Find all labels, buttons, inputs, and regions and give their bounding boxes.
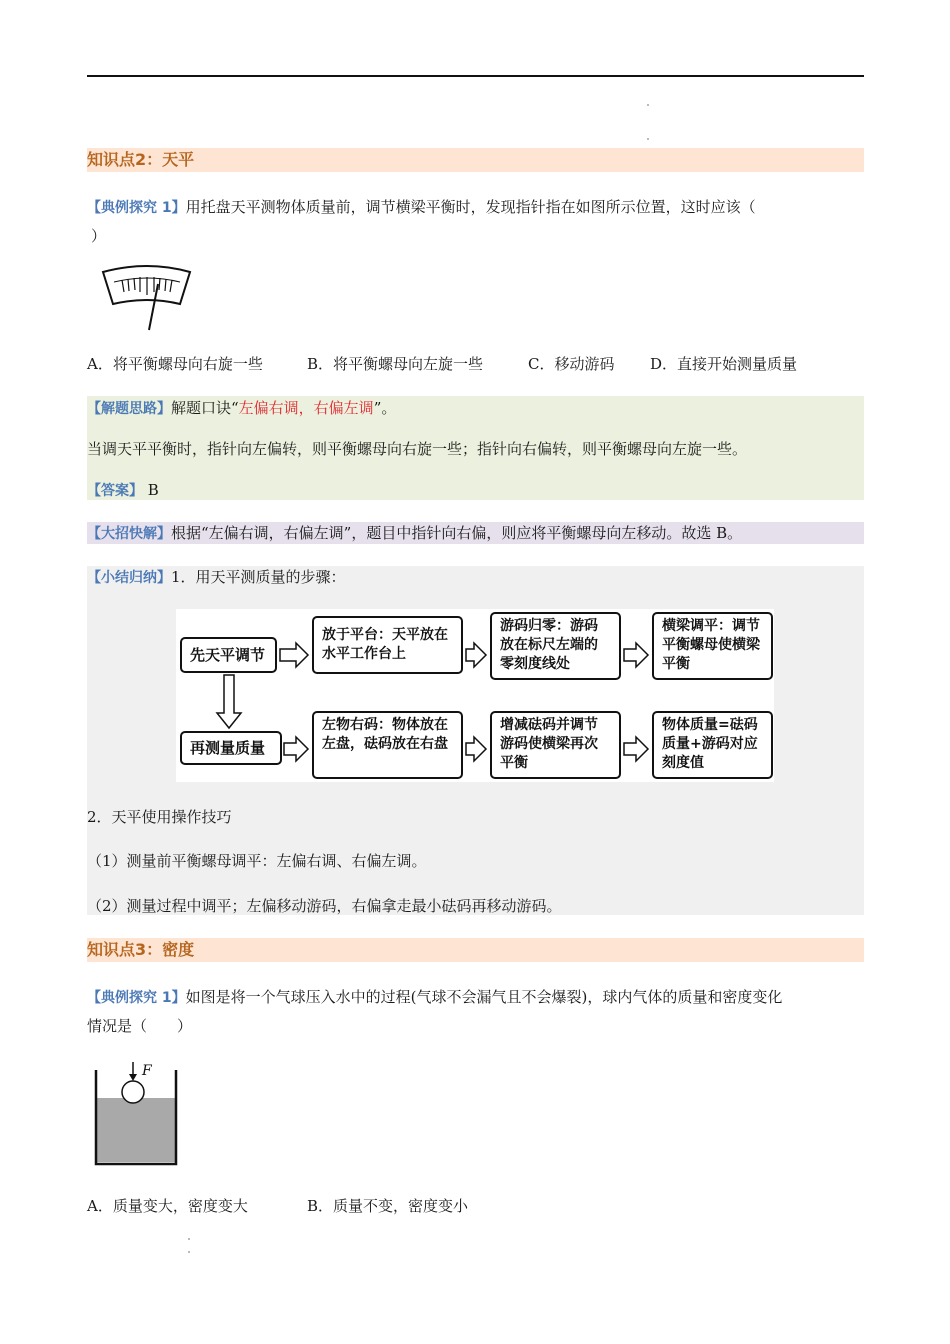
option-b-density[interactable]: B．质量不变，密度变小: [307, 1197, 469, 1215]
arrow-right-icon: [624, 643, 648, 667]
example-text: 用托盘天平测物体质量前，调节横梁平衡时，发现指针指在如图所示位置，这时应该（: [185, 198, 756, 216]
arrow-right-icon: [466, 643, 486, 667]
flow-step-measure: 再测量质量: [180, 731, 282, 765]
option-a-density[interactable]: A．质量变大，密度变大: [87, 1197, 248, 1215]
dot-mark: [188, 1251, 190, 1253]
dot-mark: [647, 138, 649, 140]
dot-mark: [647, 104, 649, 106]
flow-step-left-right: 左物右码：物体放在左盘，砝码放在右盘: [312, 711, 463, 779]
quick-tag: 【大招快解】: [87, 526, 171, 542]
force-label: F: [142, 1063, 152, 1079]
example-question-density-cont: 情况是（ ）: [87, 1017, 193, 1035]
example-tag: 【典例探究 1】: [87, 200, 186, 216]
analysis-tag: 【解题思路】: [87, 401, 171, 417]
summary-tag: 【小结归纳】: [87, 570, 171, 586]
analysis-line: [87, 397, 877, 420]
flow-step-platform: 放于平台：天平放在水平工作台上: [312, 616, 463, 674]
section-header-balance: 知识点2：天平: [87, 148, 864, 172]
arrow-down-icon: [217, 675, 241, 728]
quick-text: 根据“左偏右调，右偏左调”，题目中指针向右偏，则应将平衡螺母向左移动。故选 B。: [171, 524, 743, 542]
flow-step-mass-total: 物体质量=砝码质量+游码对应刻度值: [652, 711, 773, 779]
mnemonic-text: 左偏右调，右偏左调: [238, 399, 374, 417]
example-question-cont: ）: [91, 227, 107, 245]
summary-item2b: （2）测量过程中调平；左偏移动游码，右偏拿走最小砝码再移动游码。: [87, 897, 562, 915]
flow-step-add-weights: 增减砝码并调节游码使横梁再次平衡: [490, 711, 621, 779]
flow-step-adjust: 先天平调节: [180, 637, 277, 673]
analysis-pre: 解题口诀“: [171, 399, 239, 417]
section-header-density: 知识点3：密度: [87, 938, 864, 962]
answer-options-density: [87, 1195, 877, 1217]
summary-item2: 2．天平使用操作技巧: [87, 808, 232, 826]
quick-solution-line: [87, 522, 877, 545]
analysis-post: ”。: [373, 399, 397, 417]
example-question-density: [87, 986, 877, 1009]
balloon-in-water-figure: [92, 1058, 182, 1166]
answer-options: [87, 353, 877, 375]
option-b[interactable]: B．将平衡螺母向左旋一些: [307, 355, 484, 373]
flow-step-rider-zero: 游码归零：游码放在标尺左端的零刻度线处: [490, 612, 621, 680]
summary-item1: 1．用天平测质量的步骤：: [171, 568, 346, 586]
answer-tag: 【答案】: [87, 483, 143, 499]
measurement-flowchart: [176, 609, 774, 782]
option-d[interactable]: D．直接开始测量质量: [650, 355, 798, 373]
example-question: [87, 196, 877, 219]
arrow-right-icon: [624, 737, 648, 761]
example-text-density: 如图是将一个气球压入水中的过程(气球不会漏气且不会爆裂)，球内气体的质量和密度变化: [185, 988, 783, 1006]
example-tag-density: 【典例探究 1】: [87, 990, 186, 1006]
arrow-right-icon: [284, 737, 308, 761]
arrow-right-icon: [466, 737, 486, 761]
top-rule: [87, 75, 864, 77]
analysis-detail: 当调天平平衡时，指针向左偏转，则平衡螺母向右旋一些；指针向右偏转，则平衡螺母向左旋一些。: [87, 440, 748, 458]
summary-line: [87, 566, 877, 589]
answer-line: [87, 479, 877, 502]
flow-step-beam-level: 横梁调平：调节平衡螺母使横梁平衡: [652, 612, 773, 680]
balance-scale-figure: [100, 262, 195, 334]
option-c[interactable]: C．移动游码: [528, 355, 615, 373]
flow-arrows: [176, 609, 774, 782]
option-a[interactable]: A．将平衡螺母向右旋一些: [87, 355, 263, 373]
arrow-right-icon: [280, 643, 308, 667]
answer-value: B: [147, 481, 159, 499]
summary-item2a: （1）测量前平衡螺母调平：左偏右调、右偏左调。: [87, 852, 427, 870]
dot-mark: [188, 1238, 190, 1240]
